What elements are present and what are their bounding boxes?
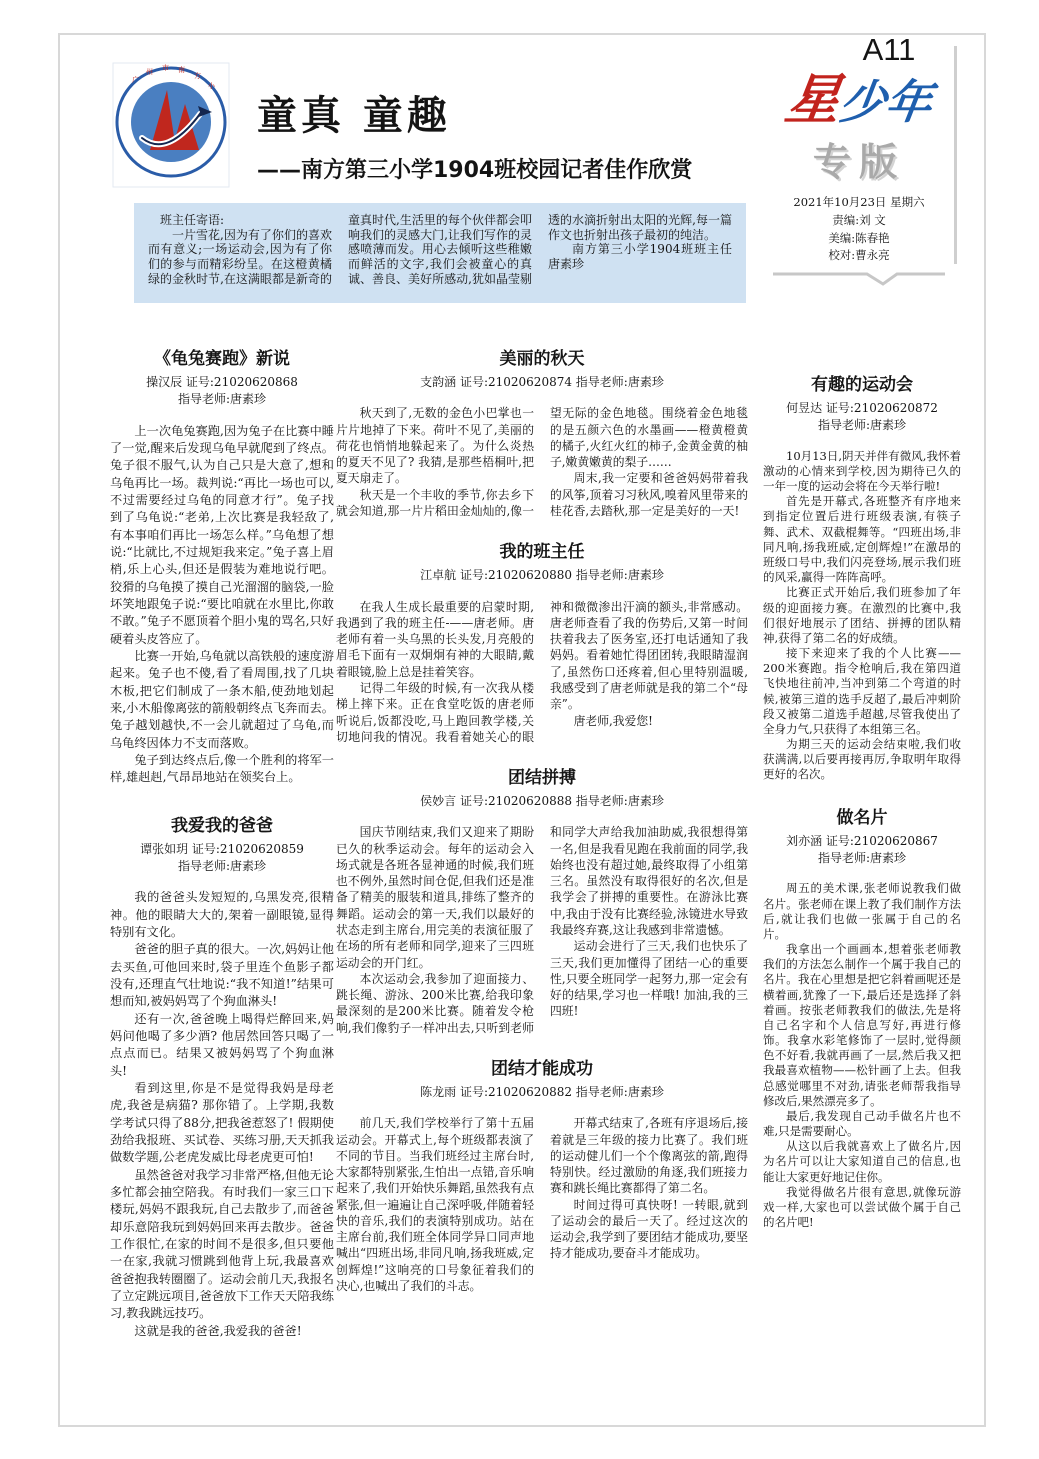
svg-text:州: 州 [146, 68, 153, 76]
article-body [763, 881, 961, 1230]
publish-date: 2021年10月23日 星期六 [793, 195, 925, 209]
masthead [766, 34, 952, 291]
paragraph: 这就是我的爸爸,我爱我的爸爸! [134, 1323, 302, 1338]
paragraph: 爸爸的胆子真的很大。一次,妈妈让他去买鱼,可他回来时,袋子里连个鱼影子都没有,还理直气壮地说:“我不知道!”结果可想而知,被妈妈骂了个狗血淋头! [110, 942, 334, 1009]
article-body [763, 449, 961, 783]
article-fun-sports-meeting [763, 370, 961, 783]
paragraph: 虽然爸爸对我学习非常严格,但他无论多忙都会抽空陪我。有时我们一家三口下楼玩,妈妈不跟我玩,自己去散步了,而爸爸却乐意陪我玩到妈妈回来再去散步。爸爸工作很忙,在家的时间不是很多,但只要他一在家,我就习惯跳到他背上玩,我最喜欢爸爸抱我转圈圈了。运动会前几天,我报名了立定跳远项目,爸爸放下工作天天陪我练习,教我跳远技巧。 [110, 1167, 334, 1321]
paragraph: 记得二年级的时候,有一次我从楼梯上摔下来。正在食堂吃饭的唐老师听说后,饭都没吃,马上跑回教学楼,关切地问我的情况。我看着她关心的眼神和微微渗出汗滴的额头,非常感动。唐老师查看了我的伤势后,又第一时间扶着我去了医务室,还打电话通知了我妈妈。看着她忙得团团转,我眼睛湿润了,虽然伤口还疼着,但心里特别温暖,我感受到了唐老师就是我的第二个“母亲”。 [336, 599, 748, 744]
article-my-father [110, 811, 334, 1340]
article-title: 做名片 [836, 807, 888, 828]
article-byline: 刘亦涵 证号:21020620867 [786, 833, 938, 848]
article-byline: 操汉辰 证号:21020620868 [146, 375, 298, 389]
article-body [336, 599, 748, 745]
paragraph: 开幕式结束了,各班有序退场后,接着就是三年级的接力比赛了。我们班的运动健儿们一个个像离弦的箭,跑得特别快。经过激励的角逐,我们班接力赛和跳长绳比赛都得了第二名。 [550, 1116, 748, 1196]
page-subtitle: ——南方第三小学1904班校园记者佳作欣赏 [257, 158, 693, 183]
brand-rest-chars: 少年 [835, 75, 936, 129]
message-signature: 南方第三小学1904班班主任唐素珍 [548, 242, 732, 271]
teacher-message-box [134, 203, 746, 303]
paragraph: 上一次龟兔赛跑,因为兔子在比赛中睡了一觉,醒来后发现乌龟早就爬到了终点。兔子很不服气,认为自己只是大意了,想和乌龟再比一场。裁判说:“再比一场也可以,不过需要经过乌龟的同意才行”。兔子找到了乌龟说:“老弟,上次比赛是我轻敌了,有本事咱们再比一场怎么样。”乌龟想了想说:“比就比,不过规矩我来定。”兔子喜上眉梢,乐上心头,但还是假装为难地说行吧。狡猾的乌龟摸了摸自己光溜溜的脑袋,一脸坏笑地跟兔子说:“要比咱就在水里比,你敢不敢。”兔子不愿顶着个胆小鬼的骂名,只好硬着头皮答应了。 [110, 423, 334, 646]
svg-text:小: 小 [208, 82, 215, 90]
column-middle [336, 344, 748, 1294]
article-byline: 指导老师:唐素珍 [817, 850, 907, 865]
article-byline: 指导老师:唐素珍 [177, 392, 267, 407]
article-making-name-card [763, 803, 961, 1231]
article-body [336, 824, 748, 1035]
school-logo-icon [112, 62, 230, 188]
paragraph: 最后,我发现自己动手做名片也不难,只是需要耐心。 [763, 1108, 961, 1139]
editor-credit-2: 美编:陈春艳 [828, 230, 890, 245]
svg-text:南: 南 [178, 66, 185, 74]
article-body [110, 423, 334, 787]
paragraph: 秋天是一个丰收的季节,你去乡下就会知道,那一片片稻田金灿灿的,像一望无际的金色地毯。围绕着金色地毯的是五颜六色的水墨画——橙黄橙黄的橘子,火红火红的柿子,金黄金黄的柚子,嫩黄嫩黄的梨子…… [336, 406, 748, 518]
paragraph: 前几天,我们学校举行了第十五届运动会。开幕式上,每个班级都表演了不同的节目。当我们班经过主席台时,大家都特别紧张,生怕出一点错,音乐响起来了,我们开始快乐舞蹈,虽然我有点紧张,但一遍遍让自己深呼吸,伴随着轻快的音乐,我们的表演特别成功。站在主席台前,我们班全体同学异口同声地喊出“四班出场,非同凡响,扬我班威,定创辉煌!”这响亮的口号象征着我们的决心,也喊出了我们的斗志。 [336, 1116, 534, 1293]
paragraph: 周末,我一定要和爸爸妈妈带着我的风筝,顶着习习秋风,嗅着风里带来的桂花香,去踏秋,那一定是美好的一天! [550, 471, 748, 518]
brand-logo [762, 68, 956, 131]
article-byline: 何昱达 证号:21020620872 [786, 401, 938, 415]
svg-text:广: 广 [132, 76, 139, 84]
article-beautiful-autumn [336, 344, 748, 519]
paragraph: 运动会进行了三天,我们也快乐了三天,我们更加懂得了团结一心的重要性,只要全班同学一起努力,那一定会有好的结果,学习也一样哦! 加油,我的三四班! [550, 939, 748, 1019]
column-right [763, 370, 961, 1230]
paragraph: 周五的美术课,张老师说教我们做名片。张老师在课上教了我们制作方法后,就让我们也做一张属于自己的名片。 [763, 881, 961, 941]
paragraph: 我觉得做名片很有意思,就像玩游戏一样,大家也可以尝试做个属于自己的名片吧! [763, 1184, 961, 1230]
article-unity-striving [336, 763, 748, 1036]
paragraph: 我拿出一个画画本,想着张老师教我们的方法怎么制作一个属于我自己的名片。我在心里想是把它斜着画呢还是横着画,犹豫了一下,最后还是选择了斜着画。按张老师教我们的做法,先是将自己名字和个人信息写好,再进行修饰。我拿水彩笔修饰了一层时,觉得颜色不好看,我就再画了一层,然后我又把我最喜欢植物——松针画了上去。但我总感觉哪里不对劲,请张老师帮我指导修改后,果然漂亮多了。 [763, 942, 961, 1108]
masthead-chevron [766, 271, 952, 291]
article-tortoise-hare [110, 344, 334, 787]
message-body: 一片雪花,因为有了你们的喜欢而有意义;一场运动会,因为有了你们的参与而精彩纷呈。在这橙黄橘绿的金秋时节,在这满眼都是新奇的童真时代,生活里的每个伙伴都会叩响我们的灵感大门,让我们写作的灵感喷薄而发。用心去倾听这些稚嫩而鲜活的文字,我们会被童心的真诚、善良、美好所感动,犹如晶莹剔透的水滴折射出太阳的光辉,每一篇作文也折射出孩子最初的纯洁。 [148, 213, 732, 286]
svg-text:市: 市 [162, 64, 169, 72]
paragraph: 首先是开幕式,各班整齐有序地来到指定位置后进行班级表演,有筷子舞、武术、双截棍舞等。“四班出场,非同凡响,扬我班威,定创辉煌!”在激昂的班级口号中,我们闪亮登场,展示我们班的风采,赢得一阵阵高呼。 [763, 494, 961, 585]
paragraph: 兔子到达终点后,像一个胜利的将军一样,雄赳赳,气昂昂地站在领奖台上。 [110, 753, 334, 785]
article-my-head-teacher [336, 537, 748, 745]
editor-credit-1: 责编:刘 文 [832, 212, 886, 227]
article-byline: 指导老师:唐素珍 [817, 418, 907, 433]
article-title: 团结拼搏 [508, 768, 576, 789]
page-header [257, 84, 692, 184]
message-heading: 班主任寄语: [160, 213, 225, 227]
article-body [336, 405, 748, 519]
column-left [110, 344, 334, 1340]
article-title: 我的班主任 [499, 542, 585, 563]
edition-label: 专版 [812, 140, 905, 184]
paragraph: 在我人生成长最重要的启蒙时期,我遇到了我的班主任-——唐老师。唐老师有着一头乌黑的长头发,月亮般的眉毛下面有一双炯炯有神的大眼睛,戴着眼镜,脸上总是挂着笑容。 [336, 599, 534, 679]
paragraph: 还有一次,爸爸晚上喝得烂醉回来,妈妈问他喝了多少酒? 他居然回答只喝了一点点而已。结果又被妈妈骂了个狗血淋头! [110, 1011, 334, 1078]
svg-text:方: 方 [194, 72, 201, 80]
paragraph: 本次运动会,我参加了迎面接力、跳长绳、游泳、200米比赛,给我印象最深刻的是200米比赛。随着发令枪响,我们像豹子一样冲出去,只听到老师和同学大声给我加油助威,我很想得第一名,但是我看见跑在我前面的同学,我始终也没有超过她,最终取得了小组第三名。虽然没有取得很好的名次,但是我学会了拼搏的重要性。在游泳比赛中,我由于没有比赛经验,泳镜进水导致我最终弃赛,这让我感到非常遗憾。 [336, 825, 748, 1035]
article-byline: 谭张如玥 证号:21020620859 [140, 841, 304, 856]
paragraph: 比赛正式开始后,我们班参加了年级的迎面接力赛。在激烈的比赛中,我们很好地展示了团结、拼搏的团队精神,获得了第二名的好成绩。 [763, 585, 961, 645]
article-body [336, 1115, 748, 1294]
article-byline: 侯妙言 证号:21020620888 指导老师:唐素珍 [420, 794, 664, 809]
article-title: 有趣的运动会 [811, 375, 913, 395]
paragraph: 唐老师,我爱您! [573, 713, 653, 728]
paragraph: 接下来迎来了我的个人比赛——200米赛跑。指令枪响后,我在第四道飞快地往前冲,当冲到第二个弯道的时候,被第三道的选手反超了,最后冲刺阶段又被第二道选手超越,尽管我使出了全身力气,只获得了本组第三名。 [763, 646, 961, 736]
article-title: 团结才能成功 [491, 1058, 593, 1079]
paragraph: 时间过得可真快呀! 一转眼,就到了运动会的最后一天了。经过这次的运动会,我学到了要团结才能成功,要坚持才能成功,要奋斗才能成功。 [550, 1197, 748, 1261]
article-byline: 支韵涵 证号:21020620874 指导老师:唐素珍 [420, 375, 664, 389]
article-byline: 江卓航 证号:21020620880 指导老师:唐素珍 [420, 568, 664, 583]
paragraph: 为期三天的运动会结束啦,我们收获满满,以后要再接再厉,争取明年取得更好的名次。 [763, 737, 961, 782]
paragraph: 10月13日,阴天并伴有微风,我怀着激动的心情来到学校,因为期待已久的一年一度的运动会将在今天举行啦! [763, 448, 961, 494]
article-unity-success [336, 1054, 748, 1294]
paragraph: 我的爸爸头发短短的,乌黑发亮,很精神。他的眼睛大大的,架着一副眼镜,显得特别有文化。 [110, 890, 334, 940]
article-byline: 指导老师:唐素珍 [177, 859, 267, 874]
article-title: 美丽的秋天 [499, 349, 585, 369]
page-code: A11 [862, 32, 916, 67]
brand-star-char: 星 [781, 68, 845, 131]
paragraph: 从这以后我就喜欢上了做名片,因为名片可以让大家知道自己的信息,也能让大家更好地记住你。 [763, 1139, 961, 1184]
article-title: 我爱我的爸爸 [171, 815, 273, 836]
publication-info [766, 194, 952, 265]
paragraph: 比赛一开始,乌龟就以高铁般的速度游起来。兔子也不傻,看了看周围,找了几块木板,把它们制成了一条木船,使劲地划起来,小木船像离弦的箭般朝终点飞奔而去。兔子越划越快,不一会儿就超过了乌龟,而乌龟终因体力不支而落败。 [110, 649, 334, 750]
article-body [110, 889, 334, 1340]
paragraph: 国庆节刚结束,我们又迎来了期盼已久的秋季运动会。每年的运动会入场式就是各班各显神通的时候,我们班也不例外,虽然时间仓促,但我们还是准备了精美的服装和道具,排练了整齐的舞蹈。运动会的第一天,我们以最好的状态走到主席台,用完美的表演征服了在场的所有老师和同学,迎来了三四班运动会的开门红。 [336, 825, 534, 970]
paragraph: 看到这里,你是不是觉得我妈是母老虎,我爸是病猫? 那你错了。上学期,我数学考试只得了88分,把我爸惹怒了! 假期使劲给我报班、买试卷、买练习册,天天抓我做数学题,公老虎发威比母老虎更可怕! [110, 1081, 334, 1165]
article-byline: 陈龙雨 证号:21020620882 指导老师:唐素珍 [420, 1084, 664, 1099]
paragraph: 秋天到了,无数的金色小巴掌也一片片地掉了下来。荷叶不见了,美丽的荷花也悄悄地躲起来了。为什么炎热的夏天不见了? 我猜,是那些梧桐叶,把夏天扇走了。 [336, 406, 534, 486]
editor-credit-3: 校对:曹永亮 [828, 248, 890, 263]
article-title: 《龟兔赛跑》新说 [154, 349, 290, 369]
page-title: 童真 童趣 [257, 93, 451, 139]
